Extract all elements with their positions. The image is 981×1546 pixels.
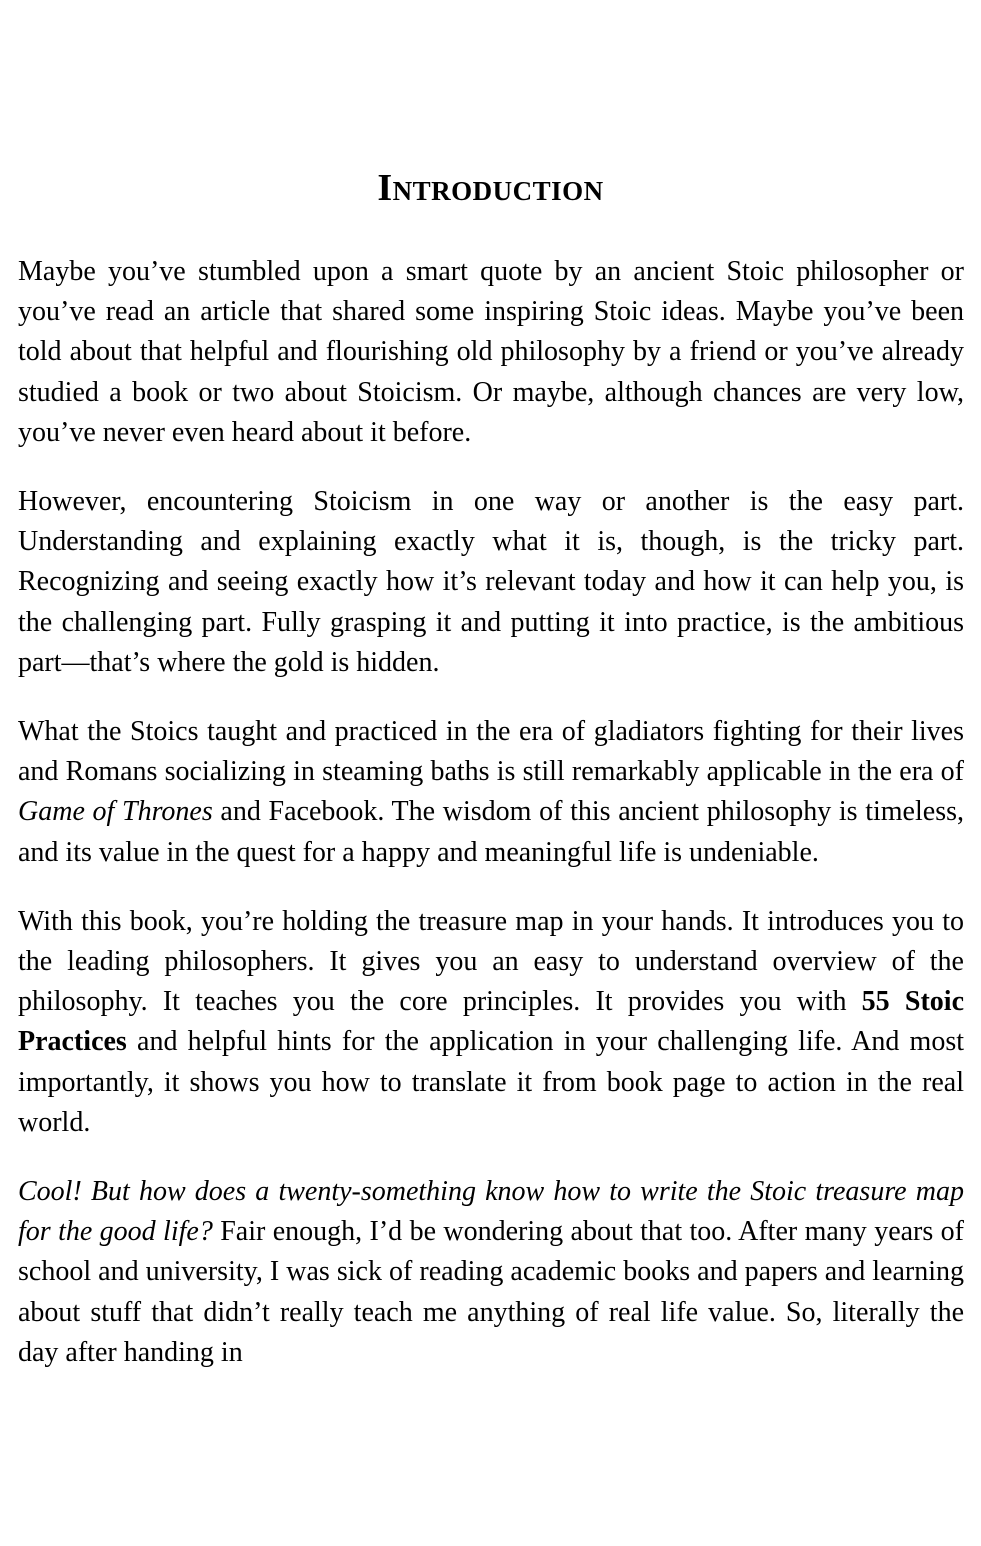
- paragraph-4-bold-phrase: 55 Stoic Practices: [18, 986, 964, 1058]
- paragraph-3-italic-title: Game of Thrones: [18, 796, 213, 828]
- paragraph-4-text-a: With this book, you’re holding the treasure map in your hands. It introduces you to the leading philosophers. It gives you an easy to understand overview of the philosophy. It teaches you the core principles. It provides you with: [18, 905, 964, 1018]
- paragraph-5-text: Fair enough, I’d be wondering about that too. After many years of school and university, I was sick of reading academic books and papers and learning about stuff that didn’t really teach me anything of real life value. So, literally the day after handing in: [18, 1216, 964, 1368]
- chapter-title: Introduction: [377, 167, 604, 210]
- paragraph-3-text-a: What the Stoics taught and practiced in the era of gladiators fighting for their lives and Romans socializing in steaming baths is still remarkably applicable in the era of: [18, 716, 964, 788]
- paragraph-4: [18, 902, 964, 1143]
- paragraph-5-italic-question: Cool! But how does a twenty-something know how to write the Stoic treasure map for the good life?: [18, 1176, 964, 1248]
- chapter-body: [18, 252, 964, 1402]
- paragraph-5: [18, 1172, 964, 1373]
- paragraph-3-text-b: and Facebook. The wisdom of this ancient philosophy is timeless, and its value in the quest for a happy and meaningful life is undeniable.: [18, 796, 964, 868]
- paragraph-2: However, encountering Stoicism in one way or another is the easy part. Understanding and explaining exactly what it is, though, is the tricky part. Recognizing and seeing exactly how it’s relevant today and how it can help you, is the challenging part. Fully grasping it and putting it into practice, is the ambitious part—that’s where the gold is hidden.: [18, 486, 964, 678]
- paragraph-3: [18, 712, 964, 873]
- paragraph-4-text-b: and helpful hints for the application in your challenging life. And most importantly, it shows you how to translate it from book page to action in the real world.: [18, 1026, 964, 1138]
- paragraph-1: Maybe you’ve stumbled upon a smart quote by an ancient Stoic philosopher or you’ve read an article that shared some inspiring Stoic ideas. Maybe you’ve been told about that helpful and flourishing old philosophy by a friend or you’ve already studied a book or two about Stoicism. Or maybe, although chances are very low, you’ve never even heard about it before.: [18, 256, 964, 448]
